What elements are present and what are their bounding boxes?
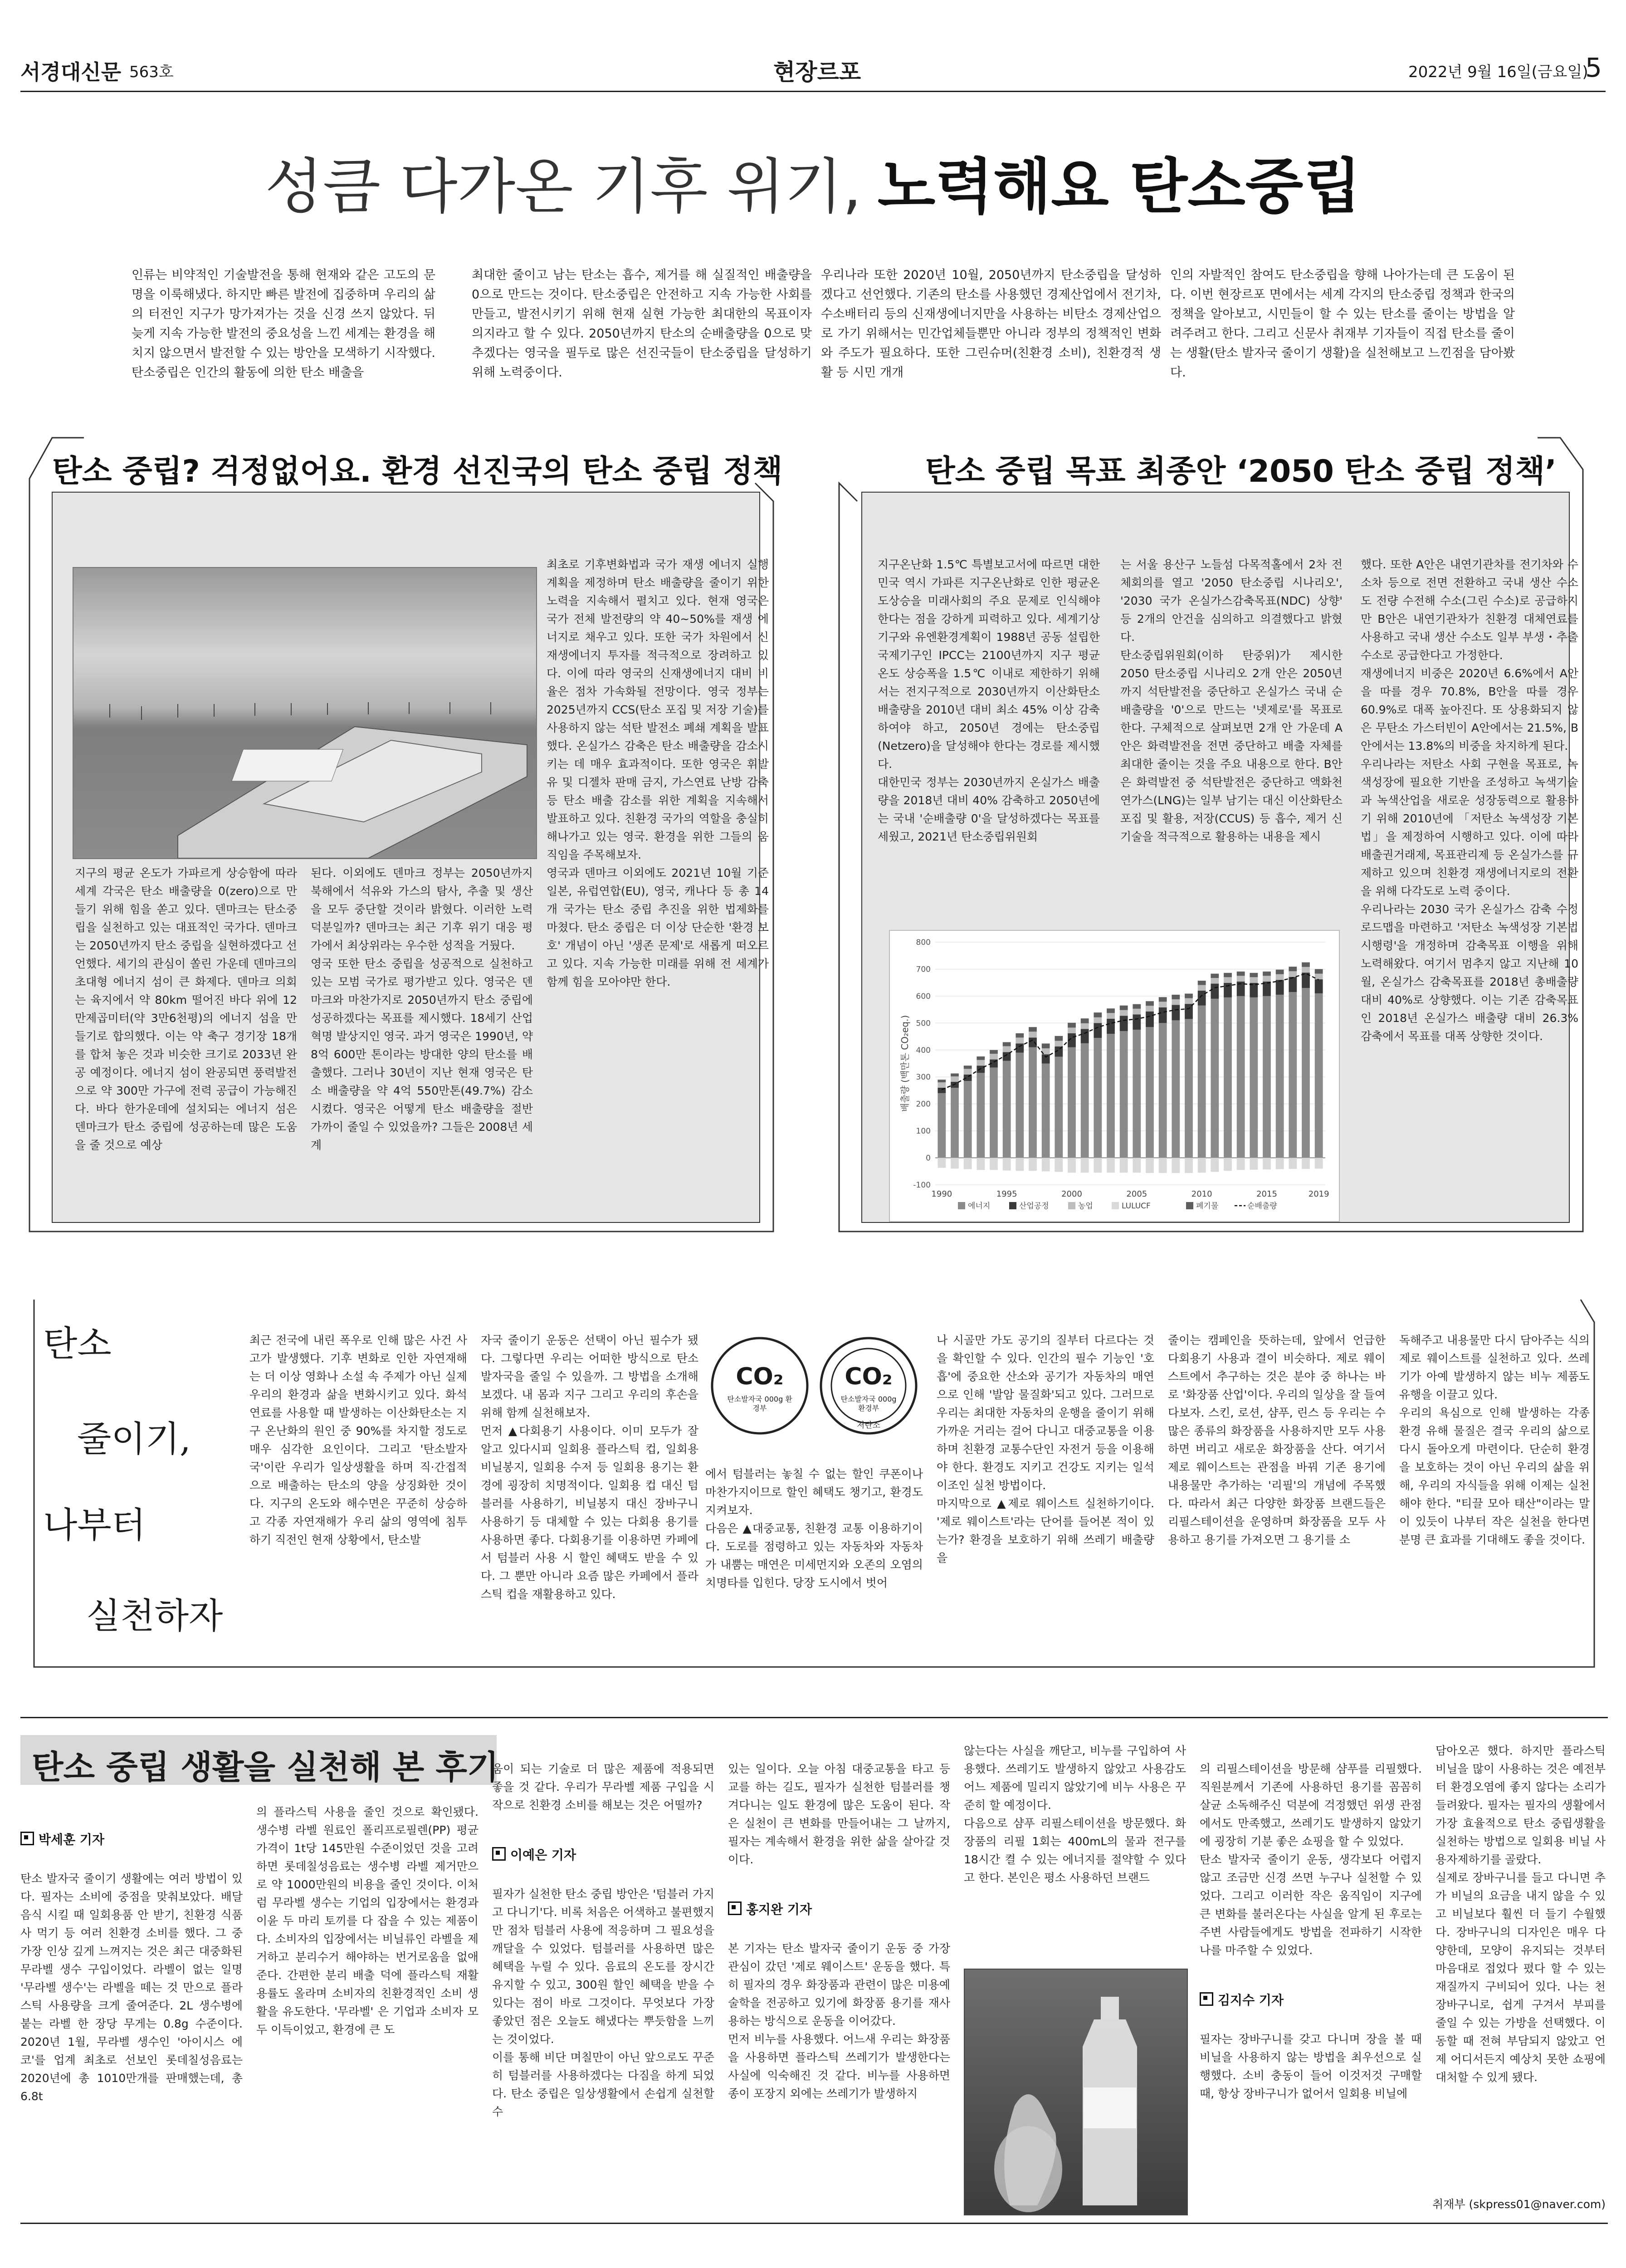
energy-island-photo [73, 567, 537, 859]
chart-bar-4 [1107, 1008, 1115, 1013]
chart-bar-0 [1237, 996, 1245, 1158]
bottom-col-3-text: 필자가 실천한 탄소 중립 방안은 '텀블러 가지고 다니기'다. 비록 처음은 어색하고 불편했지만 점차 텀블러 사용에 적응하며 그 필요성을 깨달을 수 있었다. 텀블러를 사용하면 많은 혜택을 누릴 수 있다. 음료의 온도를 장시간 유지할 수 있고, 300원 할인 혜택을 받을 수 있다는 점이 바로 그것이다. 무엇보다 가장 좋았던 점은 오늘도 해냈다는 뿌듯함을 느끼는 것이었다. 이를 통해 비단 며칠만이 아닌 앞으로도 꾸준히 텀블러를 사용하겠다는 다짐을 하게 되었다. 탄소 중립은 일상생활에서 손쉽게 실천할 수 [492, 1887, 714, 2118]
mid-title-1: 탄소 [43, 1324, 112, 1364]
mid-col-4: 나 시골만 가도 공기의 질부터 다르다는 것을 확인할 수 있다. 인간의 필수 기능인 '호흡'에 중요한 산소와 공기가 자동차의 매연으로 인해 '발암 물질화'되고 있다. 그러므로 우리는 최대한 자동차의 운행을 줄이기 위해 가까운 거리는 걸어 다니고 대중교통을 이용하며 친환경 교통수단인 자전거 등을 이용해야 한다. 환경도 지키고 건강도 지키는 일석이조인 실천 방법이다. 마지막으로 ▲제로 웨이스트 실천하기이다. '제로 웨이스트'라는 단어를 들어본 적이 있는가? 환경을 보호하기 위해 쓰레기 배출량을 [937, 1334, 1154, 1564]
chart-bar-2 [1159, 1002, 1167, 1007]
chart-x-tick: 2005 [1126, 1189, 1147, 1199]
chart-bar-3 [1172, 1158, 1180, 1173]
chart-bar-4 [1302, 963, 1310, 967]
chart-bar-1 [1133, 1014, 1141, 1030]
chart-net-line [942, 973, 1318, 1090]
chart-bar-4 [1081, 1018, 1089, 1023]
chart-bar-1 [1042, 1054, 1050, 1063]
chart-bar-3 [964, 1158, 972, 1169]
chart-y-tick: -100 [913, 1181, 931, 1190]
chart-bar-2 [1068, 1027, 1076, 1033]
chart-bar-2 [1276, 974, 1284, 980]
chart-bar-3 [1133, 1158, 1141, 1173]
chart-bar-3 [1029, 1158, 1037, 1171]
chart-legend-swatch [1186, 1202, 1193, 1209]
chart-y-tick: 300 [916, 1073, 931, 1082]
chart-bar-0 [1003, 1061, 1011, 1158]
chart-bar-2 [1224, 977, 1232, 982]
chart-bar-0 [964, 1081, 972, 1158]
chart-bar-0 [990, 1067, 998, 1158]
byline-square-icon [492, 1847, 506, 1861]
byline-square-icon [728, 1901, 742, 1915]
chart-bar-2 [1237, 976, 1245, 981]
chart-y-tick: 0 [926, 1154, 931, 1163]
bottom-col-1-text: 탄소 발자국 줄이기 생활에는 여러 방법이 있다. 필자는 소비에 중점을 맞춰보았다. 배달음식 시킬 때 일회용품 안 받기, 친환경 식품 사 먹기 등 여러 친환경 소비를 했다. 그 중 가장 인상 깊게 느껴지는 것은 최근 대중화된 무라벨 생수 구입이었다. 라벨이 없는 일명 '무라벨 생수'는 라벨을 떼는 것 만으로 플라스틱 사용량을 크게 줄여준다. 2L 생수병에 붙는 라벨 한 장당 무게는 0.8g 수준이다. 2020년 1월, 무라벨 생수인 '아이시스 에코'를 업계 최초로 선보인 롯데칠성음료는 2020년에 총 1010만개를 판매했는데, 총 6.8t [20, 1872, 243, 2103]
bottom-col-1 [20, 1810, 243, 2218]
masthead [20, 52, 1606, 93]
chart-bar-4 [1003, 1042, 1011, 1046]
chart-bar-2 [1003, 1046, 1011, 1052]
chart-bar-0 [1107, 1034, 1115, 1158]
bottom-col-4-text: 본 기자는 탄소 발자국 줄이기 운동 중 가장 관심이 갔던 '제로 웨이스트' 운동을 했다. 특히 필자의 경우 화장품과 관련이 많은 미용예술학을 전공하고 있기에 화장품 용기를 재사용하는 방식으로 운동을 이어갔다. 먼저 비누를 사용했다. 어느새 우리는 화장품을 사용하면 플라스틱 쓰레기가 발생한다는 사실에 익숙해진 것 같다. 비누를 사용하면 종이 포장지 외에는 쓰레기가 발생하지 [728, 1942, 950, 2100]
emissions-chart-svg [890, 931, 1339, 1221]
chart-bar-3 [977, 1158, 985, 1170]
chart-legend-label: 농업 [1078, 1202, 1093, 1211]
chart-y-tick: 500 [916, 1019, 931, 1028]
chart-legend-label: 산업공정 [1019, 1202, 1049, 1211]
box-right-col-2: 는 서울 용산구 노들섬 다목적홀에서 2차 전체회의를 열고 '2050 탄소중립 시나리오', '2030 국가 온실가스감축목표(NDC) 상향' 등 2개의 안건을 심의하고 의결했다고 밝혔다. 탄소중립위원회(이하 탄중위)가 제시한 2050 탄소중립 시나리오 2개 안은 2050년까지 석탄발전을 중단하고 온실가스 국내 순배출량을 '0'으로 만드는 '넷제로'를 목표로 한다. 구체적으로 살펴보면 2개 안 가운데 A안은 화력발전을 전면 중단하고 배출 자체를 최대한 줄이는 것을 주요 내용으로 한다. B안은 화력발전 중 석탄발전은 중단하고 액화천연가스(LNG)는 일부 남기는 대신 이산화탄소 포집 및 활용, 저장(CCUS) 등 흡수, 제거 신기술을 적극적으로 활용하는 내용을 제시 [1120, 558, 1343, 843]
intro-col-1: 인류는 비약적인 기술발전을 통해 현재와 같은 고도의 문명을 이룩해냈다. 하지만 빠른 발전에 집중하며 우리의 삶의 터전인 지구가 망가져가는 것을 신경 쓰지 않았다. 뒤늦게 지속 가능한 발전의 중요성을 느낀 세계는 환경을 해치지 않으면서 발전할 수 있는 방안을 모색하기 시작했다. 탄소중립은 인간의 활동에 의한 탄소 배출을 [132, 268, 435, 380]
chart-y-tick: 600 [916, 992, 931, 1001]
chart-bar-4 [1237, 972, 1245, 976]
chart-bar-2 [1211, 978, 1219, 983]
bottom-col-4 [728, 1742, 950, 2214]
chart-bar-2 [951, 1076, 959, 1082]
mid-col-5: 줄이는 캠페인을 뜻하는데, 앞에서 언급한 다회용기 사용과 결이 비슷하다. 제로 웨이스트에서 추구하는 것은 분야 중 하나는 바로 '화장품 산업'이다. 우리의 일상을 잘 들여다보자. 스킨, 로션, 샴푸, 린스 등 우리는 수많은 종류의 화장품을 사용하지만 모두 사용하면 버리고 새로운 화장품을 산다. 여기서 제로 웨이스트는 관점을 바꿔 기존 용기에 내용물만 추가하는 '리필'의 개념에 주목했다. 따라서 최근 다양한 화장품 브랜드들은 리필스테이션을 운영하며 화장품을 모두 사용하고 용기를 가져오면 그 용기를 소 [1168, 1334, 1386, 1546]
box-right-col-1: 지구온난화 1.5℃ 특별보고서에 따르면 대한민국 역시 가파른 지구온난화로 인한 평균온도상승을 미래사회의 주요 문제로 인식해야 한다는 점을 강하게 피력하고 있다. 세계기상기구와 유엔환경계획이 1988년 공동 설립한 국제기구인 IPCC는 2100년까지 지구 평균온도 상승폭을 1.5℃ 이내로 제한하기 위해서는 전지구적으로 2030년까지 이산화탄소 배출량을 2010년 대비 최소 45% 이상 감축하여야 하고, 2050년 경에는 탄소중립(Netzero)을 달성해야 한다는 경로를 제시했다. 대한민국 정부는 2030년까지 온실가스 배출량을 2018년 대비 40% 감축하고 2050년에는 국내 '순배출량 0'을 달성하겠다는 목표를 세웠고, 2021년 탄소중립위원회 [878, 558, 1100, 843]
byline-3 [728, 1901, 950, 1919]
chart-bar-4 [1289, 967, 1297, 971]
chart-bar-2 [1094, 1017, 1102, 1023]
chart-bar-0 [1250, 997, 1258, 1158]
chart-bar-0 [1289, 992, 1297, 1158]
chart-x-tick: 2000 [1061, 1189, 1082, 1199]
mid-col-2: 자국 줄이기 운동은 선택이 아닌 필수가 됐다. 그렇다면 우리는 어떠한 방식으로 탄소발자국을 줄일 수 있을까. 그 방법을 소개해보겠다. 내 몸과 지구 그리고 우리의 후손을 위해 함께 실천해보자. 먼저 ▲다회용기 사용이다. 이미 모두가 잘 알고 있다시피 일회용 플라스틱 컵, 일회용 비닐봉지, 일회용 수저 등 일회용 용기는 환경에 굉장히 치명적이다. 일회용 컵 대신 텀블러를 사용하기, 비닐봉지 대신 장바구니 사용하기 등 대체할 수 있는 다회용 용기를 사용하면 좋다. 다회용기를 이용하면 카페에서 텀블러 사용 시 할인 혜택도 받을 수 있다. 그 뿐만 아니라 요즘 많은 카페에서 플라스틱 컵을 재활용하고 있다. [481, 1334, 698, 1601]
chart-bar-0 [1224, 997, 1232, 1158]
page-number: 5 [1585, 52, 1602, 83]
co2-logo-2-ring: 저탄소 [856, 1421, 881, 1430]
chart-y-tick: 400 [916, 1046, 931, 1055]
chart-bar-3 [1159, 1158, 1167, 1173]
chart-bar-0 [1081, 1043, 1089, 1158]
chart-bar-3 [1211, 1158, 1219, 1172]
chart-bar-0 [1159, 1023, 1167, 1158]
chart-bar-1 [1172, 1005, 1180, 1021]
chart-bar-4 [1068, 1023, 1076, 1028]
mid-title-2: 줄이기, [77, 1419, 191, 1460]
chart-bar-4 [1172, 995, 1180, 999]
mid-title-4: 실천하자 [86, 1596, 223, 1637]
refill-bottles-photo [964, 1969, 1188, 2215]
main-headline [0, 138, 1626, 225]
chart-bar-2 [1250, 977, 1258, 982]
chart-bar-4 [1120, 1006, 1128, 1010]
chart-bar-2 [1055, 1041, 1063, 1046]
chart-bar-2 [1146, 1006, 1154, 1011]
bottom-col-4-top: 있는 일이다. 오늘 아침 대중교통을 타고 등교를 하는 길도, 필자가 실천한 텀블러를 챙겨다니는 일도 환경에 많은 도움이 된다. 작은 실천이 큰 변화를 만들어내는 그 날까지, 필자는 계속해서 환경을 위한 삶을 살아갈 것이다. [728, 1762, 950, 1866]
chart-bar-4 [1211, 974, 1219, 978]
chart-bar-2 [1029, 1031, 1037, 1037]
byline-1 [20, 1831, 243, 1849]
bottom-col-6-text: 필자는 장바구니를 갖고 다니며 장을 볼 때 비닐을 사용하지 않는 방법을 최우선으로 실행했다. 소비 충동이 들어 이것저것 구매할 때, 항상 장바구니가 없어서 일회용 비닐에 [1200, 2033, 1422, 2100]
issue-number: 563호 [129, 63, 174, 81]
chart-legend-swatch [958, 1202, 965, 1209]
chart-bar-0 [1302, 988, 1310, 1158]
chart-x-tick: 2010 [1191, 1189, 1212, 1199]
chart-bar-3 [1120, 1158, 1128, 1173]
chart-bar-3 [1237, 1158, 1245, 1170]
chart-bar-1 [1146, 1012, 1154, 1027]
emissions-chart [889, 930, 1340, 1222]
chart-bar-0 [1315, 993, 1323, 1158]
chart-bar-3 [951, 1158, 959, 1169]
mid-col-1: 최근 전국에 내린 폭우로 인해 많은 사건 사고가 발생했다. 기후 변화로 인한 자연재해는 더 이상 영화나 소설 속 주제가 아닌 실제 우리의 환경과 삶을 변화시키고 있다. 화석 연료를 사용할 때 발생하는 이산화탄소는 지구 온난화의 원인 중 90%를 차지할 정도로 매우 심각한 요인이다. 그리고 '탄소발자국'이란 우리가 일상생활을 하며 직·간접적으로 배출하는 탄소의 양을 상징화한 것이다. 지구의 온도와 해수면은 꾸준히 상승하고 각종 자연재해가 우리 삶의 영역에 침투하기 직전인 현재 상황에서, 탄소발 [249, 1334, 467, 1546]
chart-bar-4 [1159, 997, 1167, 1002]
chart-bar-0 [1068, 1047, 1076, 1158]
co2-logo-2-sub: 탄소발자국 000g 환경부 [840, 1395, 897, 1413]
bottom-col-7: 담아오곤 했다. 하지만 플라스틱 비닐을 많이 사용하는 것은 예전부터 환경오염에 좋지 않다는 소리가 들려왔다. 필자는 필자의 생활에서 가장 효율적으로 탄소 중립생활을 실천하는 방법으로 일회용 비닐 사용자제하기를 골랐다. 실제로 장바구니를 들고 다니면 추가 비닐의 요금을 내지 않을 수 있고 비닐보다 훨씬 더 들기 수월했다. 장바구니의 디자인은 매우 다양한데, 모양이 유지되는 것부터 마음대로 접었다 폈다 할 수 있는 재질까지 구비되어 있다. 나는 천 장바구니로, 쉽게 구겨서 부피를 줄일 수 있는 가방을 선택했다. 이동할 때 전혀 부담되지 않았고 언제 어디서든지 예상치 못한 쇼핑에 대처할 수 있게 됐다. [1436, 1744, 1606, 2084]
bottom-col-3-top: 움이 되는 기술로 더 많은 제품에 적용되면 좋을 것 같다. 우리가 무라벨 제품 구입을 시작으로 친환경 소비를 해보는 것은 어떨까? [492, 1762, 714, 1812]
chart-bar-2 [1315, 974, 1323, 979]
chart-bar-4 [1224, 973, 1232, 978]
chart-bar-4 [1029, 1027, 1037, 1031]
chart-bar-1 [1224, 983, 1232, 997]
chart-bar-4 [990, 1050, 998, 1054]
chart-bar-4 [1094, 1012, 1102, 1017]
chart-bar-1 [1159, 1007, 1167, 1023]
chart-bar-3 [1055, 1158, 1063, 1172]
chart-bar-2 [977, 1060, 985, 1066]
intro-col-2: 최대한 줄이고 남는 탄소는 흡수, 제거를 해 실질적인 배출량을 0으로 만드는 것이다. 탄소중립은 안전하고 지속 가능한 사회를 만들고, 발전시키기 위해 현재 실현 가능한 최대한의 목표이자 의지라고 할 수 있다. 2050년까지 탄소의 순배출량을 0으로 맞추겠다는 영국을 필두로 많은 선진국들이 탄소중립을 달성하기 위해 노력중이다. [472, 268, 812, 380]
chart-bar-0 [1211, 999, 1219, 1158]
chart-bar-3 [990, 1158, 998, 1170]
chart-x-tick: 2015 [1256, 1189, 1277, 1199]
chart-bar-2 [1172, 999, 1180, 1005]
chart-x-tick: 1990 [931, 1189, 952, 1199]
chart-y-label: 배출량 (백만톤 CO₂eq.) [899, 1015, 910, 1112]
chart-bar-0 [1042, 1064, 1050, 1158]
chart-y-tick: 200 [916, 1100, 931, 1109]
chart-bar-4 [1198, 981, 1206, 985]
chart-bar-4 [938, 1080, 946, 1082]
chart-bar-0 [1276, 995, 1284, 1158]
chart-bar-2 [1016, 1037, 1024, 1043]
chart-bar-1 [1107, 1019, 1115, 1034]
chart-bar-3 [1003, 1158, 1011, 1171]
chart-bar-1 [1289, 977, 1297, 992]
chart-bar-3 [1185, 1158, 1193, 1173]
chart-bar-3 [1250, 1158, 1258, 1170]
chart-legend-label: LULUCF [1122, 1202, 1151, 1211]
headline-light: 성큼 다가온 기후 위기, [265, 152, 862, 222]
press-credit: 취재부 (skpress01@naver.com) [1432, 2198, 1606, 2211]
chart-y-tick: 700 [916, 965, 931, 974]
chart-bar-2 [938, 1082, 946, 1088]
chart-bar-4 [1133, 1004, 1141, 1009]
co2-logo-1-text: CO₂ [736, 1363, 784, 1390]
chart-bar-4 [1276, 970, 1284, 974]
chart-x-tick: 2019 [1308, 1189, 1329, 1199]
chart-bar-3 [1276, 1158, 1284, 1169]
chart-bar-4 [1042, 1044, 1050, 1049]
chart-bar-4 [1250, 973, 1258, 978]
issue-date: 2022년 9월 16일(금요일) [1408, 63, 1588, 81]
chart-bar-4 [977, 1056, 985, 1060]
chart-bar-3 [1094, 1158, 1102, 1173]
chart-bar-1 [1029, 1037, 1037, 1047]
chart-bar-3 [1042, 1158, 1050, 1172]
chart-bar-0 [951, 1088, 959, 1158]
bottom-col-5: 않는다는 사실을 깨닫고, 비누를 구입하여 사용했다. 쓰레기도 발생하지 않았고 사용감도 어느 제품에 밀리지 않았기에 비누 사용은 꾸준히 할 예정이다. 다음으로 샴푸 리필스테이션을 방문했다. 화장품의 리필 1회는 400mL의 물과 전구를 18시간 켤 수 있는 에너지를 절약할 수 있다고 한다. 본인은 평소 사용하던 브랜드 [964, 1744, 1186, 1884]
chart-bar-0 [977, 1073, 985, 1158]
carbon-label-logos [705, 1331, 923, 1454]
chart-bar-1 [1185, 1004, 1193, 1019]
carbon-logo-svg [705, 1331, 923, 1454]
chart-bar-1 [1198, 991, 1206, 1006]
chart-bar-4 [1315, 969, 1323, 973]
chart-bar-2 [1289, 971, 1297, 977]
chart-bar-0 [1055, 1057, 1063, 1158]
chart-bar-0 [1016, 1053, 1024, 1158]
chart-bar-0 [1029, 1047, 1037, 1158]
byline-4 [1200, 1991, 1422, 2009]
bottom-col-6 [1200, 1742, 1422, 2214]
chart-y-tick: 800 [916, 938, 931, 947]
chart-legend-swatch [1112, 1202, 1119, 1209]
chart-legend-swatch [1068, 1202, 1075, 1209]
chart-bar-2 [1263, 976, 1271, 981]
chart-bar-4 [951, 1073, 959, 1076]
bottom-rule [20, 1717, 1608, 1718]
reporter-1: 박세훈 기자 [39, 1832, 104, 1847]
chart-bar-2 [964, 1069, 972, 1074]
chart-bar-3 [1016, 1158, 1024, 1171]
chart-y-tick: 100 [916, 1127, 931, 1136]
reporter-2: 이예은 기자 [510, 1848, 576, 1862]
chart-bar-4 [1055, 1036, 1063, 1041]
chart-bar-4 [1185, 994, 1193, 998]
header-rule [20, 91, 1606, 92]
chart-bar-3 [1068, 1158, 1076, 1173]
chart-bar-2 [1120, 1010, 1128, 1016]
intro-col-3: 우리나라 또한 2020년 10월, 2050년까지 탄소중립을 달성하겠다고 선언했다. 기존의 탄소를 사용했던 경제산업에서 전기차, 수소배터리 등의 신재생에너지만을 사용하는 비탄소 경제산업으로 가기 위해서는 민간업체들뿐만 아니라 정부의 정책적인 변화와 주도가 필요하다. 또한 그린슈머(친환경 소비), 친환경적 생활 등 시민 개개 [821, 268, 1161, 380]
chart-bar-0 [1172, 1020, 1180, 1158]
chart-bar-3 [1081, 1158, 1089, 1173]
chart-legend-label: 폐기물 [1196, 1202, 1219, 1211]
chart-bar-2 [1198, 985, 1206, 991]
chart-bar-3 [1302, 1158, 1310, 1169]
chart-bar-0 [1094, 1038, 1102, 1158]
chart-legend-label: 순배출량 [1247, 1202, 1277, 1211]
chart-bar-4 [1016, 1033, 1024, 1038]
chart-bar-0 [1120, 1031, 1128, 1158]
byline-2 [492, 1846, 714, 1864]
chart-bar-3 [1198, 1158, 1206, 1173]
chart-bar-3 [1315, 1158, 1323, 1169]
chart-x-tick: 1995 [996, 1189, 1017, 1199]
chart-bar-4 [1263, 972, 1271, 976]
footer-rule [20, 2223, 1608, 2224]
chart-bar-3 [1107, 1158, 1115, 1173]
chart-bar-0 [1133, 1030, 1141, 1158]
chart-bar-1 [1081, 1029, 1089, 1043]
chart-bar-2 [1081, 1023, 1089, 1029]
mid-title-3: 나부터 [43, 1505, 146, 1546]
reporter-3: 홍지완 기자 [746, 1902, 812, 1917]
chart-bar-3 [1289, 1158, 1297, 1169]
reporter-4: 김지수 기자 [1218, 1993, 1284, 2008]
box-left-col-2: 된다. 이외에도 덴마크 정부는 2050년까지 북해에서 석유와 가스의 탐사, 추출 및 생산을 모두 중단할 것이라 밝혔다. 이러한 노력 덕분일까? 덴마크는 최근 기후 위기 대응 평가에서 최상위라는 우수한 성적을 거뒀다. 영국 또한 탄소 중립을 성공적으로 실천하고 있는 모범 국가로 평가받고 있다. 영국은 덴마크와 마찬가지로 2050년까지 탄소 중립에 성공하겠다는 목표를 제시했다. 18세기 산업혁명 발상지인 영국. 과거 영국은 1990년, 약 8억 600만 톤이라는 방대한 양의 탄소를 배출했다. 그러나 30년이 지난 현재 영국은 탄소 배출량을 약 4억 550만톤(49.7%) 감소시켰다. 영국은 어떻게 탄소 배출량을 절반 가까이 줄일 수 있었을까? 그들은 2008년 세계 [311, 866, 533, 1152]
chart-bar-2 [1302, 967, 1310, 973]
chart-bar-3 [1263, 1158, 1271, 1170]
chart-legend-label: 에너지 [968, 1202, 991, 1211]
chart-bar-0 [1198, 1006, 1206, 1158]
chart-legend-swatch [1009, 1202, 1016, 1209]
box-right-title: 탄소 중립 목표 최종안 ‘2050 탄소 중립 정책’ [925, 454, 1557, 489]
chart-bar-0 [938, 1093, 946, 1158]
chart-bar-4 [1146, 1001, 1154, 1006]
intro-col-4: 인의 자발적인 참여도 탄소중립을 향해 나아가는데 큰 도움이 된다. 이번 현장르포 면에서는 세계 각지의 탄소중립 정책과 한국의 정책을 알아보고, 시민들이 할 수 있는 탄소를 줄이는 방법을 알려주려고 한다. 그리고 신문사 취재부 기자들이 직접 탄소를 줄이는 생활(탄소 발자국 줄이기 생활)을 실천해보고 느낀점을 담아봤다. [1170, 268, 1515, 380]
mid-col-6: 독해주고 내용물만 다시 담아주는 식의 제로 웨이스트를 실천하고 있다. 쓰레기가 아예 발생하지 않는 비누 제품도 유행을 이끌고 있다. 우리의 욕심으로 인해 발생하는 각종 환경 유해 물질은 결국 우리의 삶으로 다시 돌아오게 마련이다. 단순히 환경을 보호하는 것이 아닌 우리의 삶을 위해, 우리의 자식들을 위해 이제는 실천해야 한다. "티끌 모아 태산"이라는 말이 있듯이 나부터 작은 실천을 한다면 분명 큰 효과를 기대해도 좋을 것이다. [1399, 1334, 1590, 1546]
bottom-title: 탄소 중립 생활을 실천해 본 후기 [32, 1748, 499, 1786]
chart-bar-0 [1263, 996, 1271, 1158]
chart-bar-3 [1146, 1158, 1154, 1173]
chart-bar-2 [990, 1054, 998, 1059]
section-title: 현장르포 [773, 59, 861, 85]
box-right-col-3: 했다. 또한 A안은 내연기관차를 전기차와 수소차 등으로 전면 전환하고 국내 생산 수소도 전량 수전해 수소(그린 수소)로 공급하지만 B안은 내연기관차가 친환경 대체연료를 사용하고 국내 생산 수소도 일부 부생・추출 수소로 공급한다고 가정한다. 재생에너지 비중은 2020년 6.6%에서 A안을 따를 경우 70.8%, B안을 따를 경우 60.9%로 대폭 높아진다. 또 상용화되지 않은 무탄소 가스터빈이 A안에서는 21.5%, B안에서는 13.8%의 비중을 차지하게 된다. 우리나라는 저탄소 사회 구현을 목표로, 녹색성장에 필요한 기반을 조성하고 녹색기술과 녹색산업을 새로운 성장동력으로 활용하기 위해 2010년에 「저탄소 녹색성장 기본법」을 제정하여 시행하고 있다. 이에 따라 배출권거래제, 목표관리제 등 온실가스를 규제하고 있으며 친환경 재생에너지로의 전환을 위해 다각도로 노력 중이다. 우리나라는 2030 국가 온실가스 감축 수정 로드맵을 마련하고 '저탄소 녹색성장 기본법 시행령'을 개정하며 감축목표 이행을 위해 노력해왔다. 여기서 멈추지 않고 지난해 10월, 온실가스 감축목표를 2018년 총배출량 대비 40%로 상향했다. 이는 기존 감축목표인 2018년 온실가스 배출량 대비 26.3% 감축에서 목표를 대폭 상향한 것이다. [1361, 558, 1578, 1043]
box-left-title: 탄소 중립? 걱정없어요. 환경 선진국의 탄소 중립 정책 [52, 454, 783, 489]
co2-logo-1-sub: 탄소발자국 000g 환경부 [727, 1395, 792, 1413]
chart-bar-0 [1185, 1019, 1193, 1158]
box-left-col-1: 지구의 평균 온도가 가파르게 상승함에 따라 세계 각국은 탄소 배출량을 0(zero)으로 만들기 위해 힘을 쏟고 있다. 덴마크는 탄소중립을 실천하고 있는 대표적인 국가다. 덴마크는 2050년까지 탄소 중립을 실현하겠다고 선언했다. 세기의 관심이 쏠린 가운데 덴마크의 초대형 에너지 섬이 큰 화제다. 덴마크 의회는 육지에서 약 80km 떨어진 바다 위에 12만제곱미터(약 3만6천평)의 에너지 섬을 만들기로 합의했다. 이는 약 축구 경기장 18개를 합쳐 놓은 것과 비슷한 크기로 2033년 완공 예정이다. 에너지 섬이 완공되면 풍력발전으로 약 300만 가구에 전력 공급이 가능해진다. 바다 한가운데에 설치되는 에너지 섬은 덴마크가 탄소 중립에 성공하는데 많은 도움을 줄 것으로 예상 [75, 866, 297, 1152]
mid-col-3: 에서 텀블러는 놓칠 수 없는 할인 쿠폰이나 마찬가지이므로 할인 혜택도 챙기고, 환경도 지켜보자. 다음은 ▲대중교통, 친환경 교통 이용하기이다. 도로를 점령하고 있는 자동차와 자동차가 내뿜는 매연은 미세먼지와 오존의 오염의 치명타를 입힌다. 당장 도시에서 벗어 [705, 1467, 923, 1589]
bottom-col-6-top: 의 리필스테이션을 방문해 샴푸를 리필했다. 직원분께서 기존에 사용하던 용기를 꼼꼼히 살균 소독해주신 덕분에 걱정했던 위생 관점에서도 만족했고, 쓰레기도 발생하지 않았기에 굉장히 기분 좋은 쇼핑을 할 수 있었다. 탄소 발자국 줄이기 운동, 생각보다 어렵지 않고 조금만 신경 쓰면 누구나 실천할 수 있었다. 그리고 이러한 작은 움직임이 지구에 큰 변화를 불러온다는 사실을 알게 된 후로는 주변 사람들에게도 방법을 전파하기 시작한 나를 마주할 수 있었다. [1200, 1762, 1422, 1957]
chart-bar-1 [1315, 979, 1323, 993]
bottom-col-3 [492, 1742, 714, 2214]
bottom-col-2: 의 플라스틱 사용을 줄인 것으로 확인됐다. 생수병 라벨 원료인 폴리프로필렌(PP) 평균 가격이 1t당 145만원 수준이었던 것을 고려하면 롯데칠성음료는 생수병 라벨 제거만으로 약 1000만원의 비용을 줄인 것이다. 이처럼 무라벨 생수는 기업의 입장에서는 환경과 이윤 두 마리 토끼를 다 잡을 수 있는 제품이다. 소비자의 입장에서는 비닐류인 라벨을 제거하고 분리수거 해야하는 번거로움을 없애준다. 간편한 분리 배출 덕에 플라스틱 재활용률도 올라며 소비자의 친환경적인 소비 생활을 유도한다. '무라벨' 은 기업과 소비자 모두 이득이었고, 환경에 큰 도 [256, 1805, 479, 2036]
box-left-col-3: 최초로 기후변화법과 국가 재생 에너지 실행계획을 제정하며 탄소 배출량을 줄이기 위한 노력을 지속해서 펼치고 있다. 현재 영국은 국가 전체 발전량의 약 40~50%를 재생 에너지로 채우고 있다. 또한 국가 차원에서 신재생에너지 투자를 적극적으로 장려하고 있다. 이에 따라 영국의 신재생에너지 대비 비율은 점차 가속화될 전망이다. 영국 정부는 2025년까지 CCS(탄소 포집 및 저장 기술)를 사용하지 않는 석탄 발전소 폐쇄 계획을 발표했다. 온실가스 감축은 탄소 배출량을 감소시키는 데 매우 효과적이다. 또한 영국은 휘발유 및 디젤차 판매 금지, 가스연료 난방 감축 등 탄소 배출 감소를 위한 계획을 지속해서 발표하고 있다. 친환경 국가의 역할을 충실히 해나가고 있는 영국. 환경을 위한 그들의 움직임을 주목해보자. 영국과 덴마크 이외에도 2021년 10월 기준 일본, 유럽연합(EU), 영국, 캐나다 등 총 14개 국가는 탄소 중립 추진을 위한 법제화를 마쳤다. 탄소 중립은 더 이상 단순한 '환경 보호' 개념이 아닌 '생존 문제'로 새롭게 떠오르고 있다. 지속 가능한 미래를 위해 전 세계가 함께 힘을 모아야만 한다. [547, 558, 769, 988]
chart-bar-1 [1120, 1016, 1128, 1031]
chart-bar-1 [1211, 984, 1219, 999]
chart-bar-3 [938, 1158, 946, 1168]
chart-bar-3 [1224, 1158, 1232, 1171]
chart-bar-2 [1185, 998, 1193, 1004]
byline-square-icon [20, 1832, 34, 1845]
chart-bar-4 [964, 1066, 972, 1069]
headline-bold: 노력해요 탄소중립 [877, 152, 1361, 222]
chart-bar-1 [1276, 980, 1284, 995]
paper-name: 서경대신문 [20, 60, 122, 84]
chart-bar-0 [1146, 1027, 1154, 1158]
co2-logo-2-text: CO₂ [845, 1363, 893, 1390]
byline-square-icon [1200, 1992, 1213, 2006]
chart-bar-1 [1094, 1023, 1102, 1038]
chart-bar-2 [1133, 1009, 1141, 1014]
chart-bar-2 [1107, 1013, 1115, 1018]
